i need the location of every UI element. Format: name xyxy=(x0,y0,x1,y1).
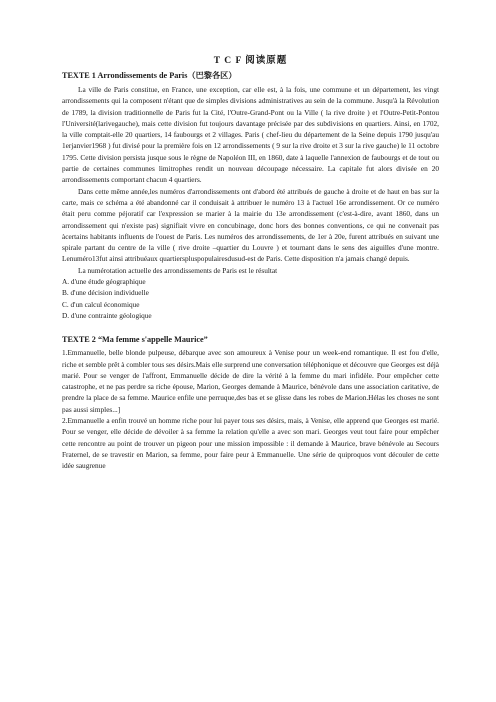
document-title: T C F 阅读原题 xyxy=(213,56,288,66)
text2-paragraph-1: 1.Emmanuelle, belle blonde pulpeuse, débarque avec son amoureux à Venise pour un week-end romantique. Il est fou d'elle, riche et semble prêt à combler tous ses désirs.Mais elle surprend une conversation téléphonique et découvre que Georges est déjà marié. Pour se venger de l'affront, Emmanuelle décide de dire la vérité à la femme du mari infidèle. Pour empêcher cette catastrophe, et ne pas perdre sa riche épouse, Marion, Georges demande à Maurice, bénévole dans une association caritative, de prendre la place de sa femme. Maurice enfile une perruque,des bas et se glisse dans les robes de Marion.Hélas les choses ne sont pas aussi simples...] xyxy=(62,348,439,414)
text2-paragraph-2: 2.Emmanuelle a enfin trouvé un homme riche pour lui payer tous ses désirs, mais, à Venise, elle apprend que Georges est marié. Pour se venger, elle décide de dévoiler à sa femme la relation qu'elle a avec son mari. Georges veut tout faire pour empêcher cette rencontre au point de trouver un pigeon pour une mission impossible : il demande à Maurice, brave bénévole au Secours Fraternel, de se travestir en Marion, sa femme, pour faire peur à Emmanuelle. Une série de quiproquos vont découler de cette idée saugrenue xyxy=(62,416,439,471)
document-page xyxy=(62,52,439,472)
text2-heading: TEXTE 2 “Ma femme s'appelle Maurice” xyxy=(62,335,208,345)
text1-paragraph-1: La ville de Paris constitue, en France, une exception, car elle est, à la fois, une commune et un département, les vingt arrondissements qui la composent n'étant que de simples divisions administratives au sein de la commune. Jusqu'à la Révolution de 1789, la division traditionnelle de Paris fut la Cité, l'Outre-Grand-Pont ou la Ville ( la rive droite ) et l'Outre-Petit-Pontou l'Université(larivegauche), mais cette division fut toujours davantage précisée par des subdivisions en quartiers. Ainsi, en 1702, la ville comptait-elle 20 quartiers, 14 faubourgs et 2 villages. Paris ( chef-lieu du département de la Seine depuis 1790 jusqu'au 1erjanvier1968 ) fut divisé pour la première fois en 12 arrondissements ( 9 sur la rive droite et 3 sur la rive gauche) le 11 octobre 1795. Cette division persista jusque sous le règne de Napoléon III, en 1860, date à laquelle l'annexion de faubourgs et de tout ou partie de certaines communes limitrophes rendit un nouveau découpage nécessaire. La capitale fut alors divisée en 20 arrondissements comportant chacun 4 quartiers. xyxy=(62,85,439,185)
text1-question: La numérotation actuelle des arrondissements de Paris est le résultat xyxy=(78,265,278,275)
text1-option-b: B. d'une décision individuelle xyxy=(62,288,149,298)
text1-option-c: C. d'un calcul économique xyxy=(62,299,140,309)
text1-option-d: D. d'une contrainte géologique xyxy=(62,310,152,320)
text1-paragraph-2: Dans cette même année,les numéros d'arrondissements ont d'abord été attribués de gauche à droite et de haut en bas sur la carte, mais ce schéma a été abandonné car il conduisait à attribuer le numéro 13 à l'actuel 16e arrondissement. Or ce numéro était peru comme péjoratif car l'expression se marier à la mairie du 13e arrondissement (c'est-à-dire, avant 1860, dans un arrondissement qui n'existe pas) signifiait vivre en concubinage, donc hors des bonnes conventions, ce qui ne convenait pas àcertains habitants influents de l'ouest de Paris. Les numéros des arrondissements, de 1er à 20e, furent attribués en suivant une spirale partant du centre de la ville ( rive droite –quartier du Louvre ) et tournant dans le sens des aiguilles d'une montre. Lenuméro13fut ainsi attribuéaux quartierspluspopulairesdusud-est de Paris. Cette disposition n'a jamais changé depuis. xyxy=(62,186,439,264)
text1-option-a: A. d'une étude géographique xyxy=(62,277,146,287)
text1-heading: TEXTE 1 Arrondissements de Paris（巴黎各区） xyxy=(62,71,237,80)
